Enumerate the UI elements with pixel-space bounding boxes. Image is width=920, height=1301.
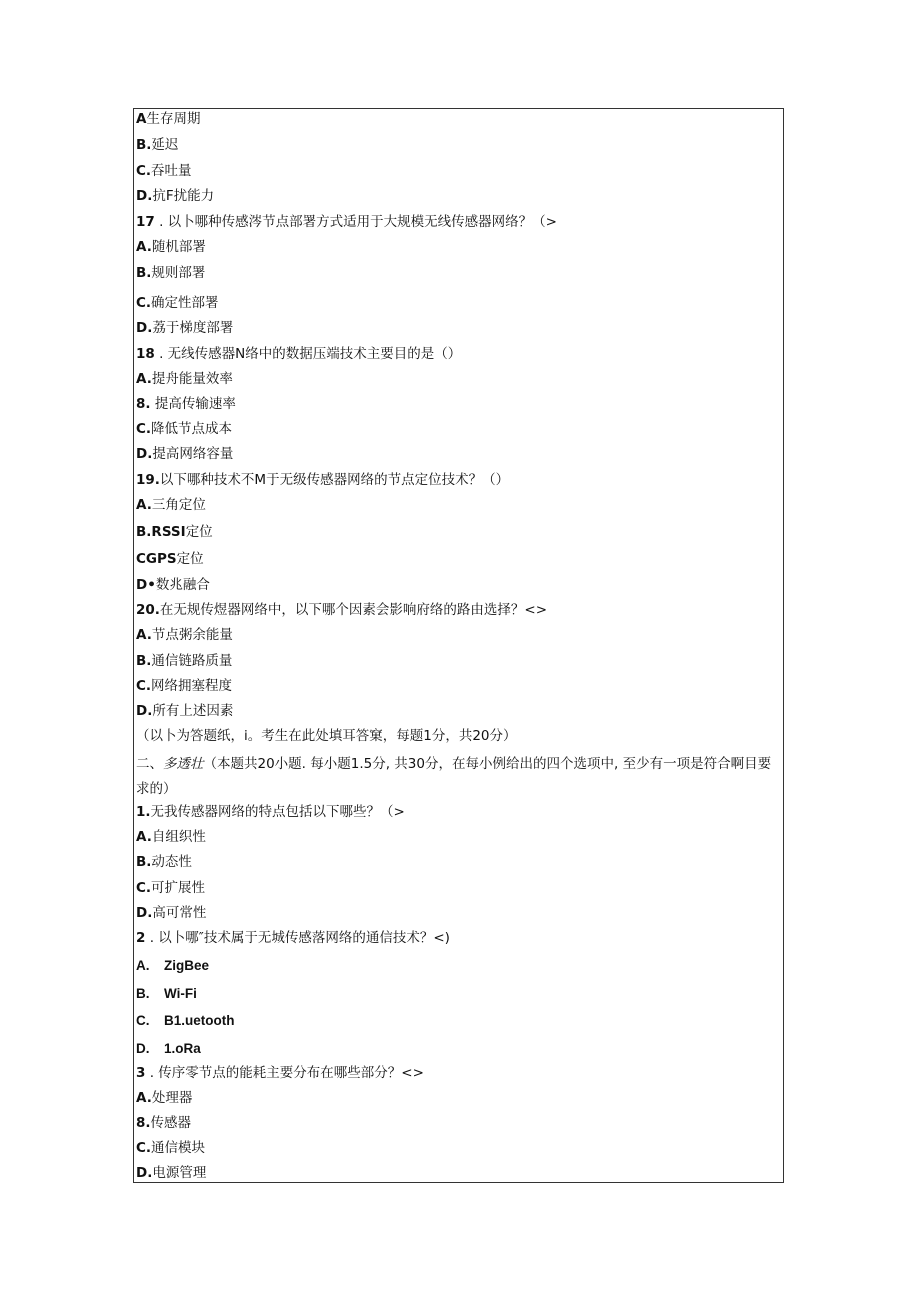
option-line: B.RSSI定位 — [136, 524, 213, 540]
option-line: D.电源管理 — [136, 1165, 207, 1181]
option-line: B.规则部署 — [136, 265, 206, 281]
option-line: A.提舟能量效率 — [136, 371, 233, 387]
option-line: 8. 提高传输速率 — [136, 396, 236, 412]
option-line: B.动态性 — [136, 854, 192, 870]
option-line: A.节点粥余能量 — [136, 627, 233, 643]
option-line: C.吞吐量 — [136, 163, 192, 179]
option-line: C.可扩展性 — [136, 880, 206, 896]
option-line: B. Wi-Fi — [136, 986, 197, 1001]
option-line: A.三角定位 — [136, 497, 206, 513]
option-line: C.确定性部署 — [136, 295, 219, 311]
option-line: D.提高网络容量 — [136, 446, 234, 462]
question-19: 19.以下哪种技术不M于无级传感器网络的节点定位技术？（） — [136, 472, 510, 488]
question-1: 1.无我传感器网络的特点包括以下哪些？（> — [136, 804, 405, 820]
option-line: D•数兆融合 — [136, 577, 210, 593]
option-line: B.通信链路质量 — [136, 653, 233, 669]
question-20: 20.在无规传煜器网络中，以下哪个因素会影响府络的路由选择？<> — [136, 602, 548, 618]
option-line: A.自组织性 — [136, 829, 206, 845]
option-line: D.所有上述因素 — [136, 703, 234, 719]
option-line: D.抗F扰能力 — [136, 188, 215, 204]
option-line: A. ZigBee — [136, 958, 210, 973]
question-2: 2 . 以卜哪″技术属于无城传感落网络的通信技术？<) — [136, 930, 450, 946]
answer-note: （以卜为答题纸，i。考生在此处填耳答窠，每题1分，共20分） — [136, 728, 517, 744]
section-2-heading: 二、多透壮（本题共20小题. 每小题1.5分, 共30分，在每小例给出的四个选项中, 至少有一项是符合啊目要求的） — [136, 756, 772, 797]
option-line: B.延迟 — [136, 137, 179, 153]
option-line: A.随机部署 — [136, 239, 206, 255]
question-17: 17 . 以卜哪种传感涔节点部署方式适用于大规模无线传感器网络？（> — [136, 214, 557, 230]
option-line: C. B1.uetooth — [136, 1013, 235, 1028]
option-line: A生存周期 — [136, 111, 201, 127]
option-line: CGPS定位 — [136, 551, 204, 567]
option-line: D. 1.oRa — [136, 1041, 201, 1056]
option-line: C.降低节点成本 — [136, 421, 233, 437]
option-line: 8.传感器 — [136, 1115, 192, 1131]
option-line: D.荔于梯度部署 — [136, 320, 234, 336]
option-line: D.高可常性 — [136, 905, 207, 921]
option-line: C.通信模块 — [136, 1140, 206, 1156]
question-3: 3 . 传序零节点的能耗主要分布在哪些部分？<> — [136, 1065, 424, 1081]
option-line: A.处理器 — [136, 1090, 193, 1106]
option-line: C.网络拥塞程度 — [136, 678, 233, 694]
question-18: 18 . 无线传感器N络中的数据压端技术主要目的是（） — [136, 346, 462, 362]
